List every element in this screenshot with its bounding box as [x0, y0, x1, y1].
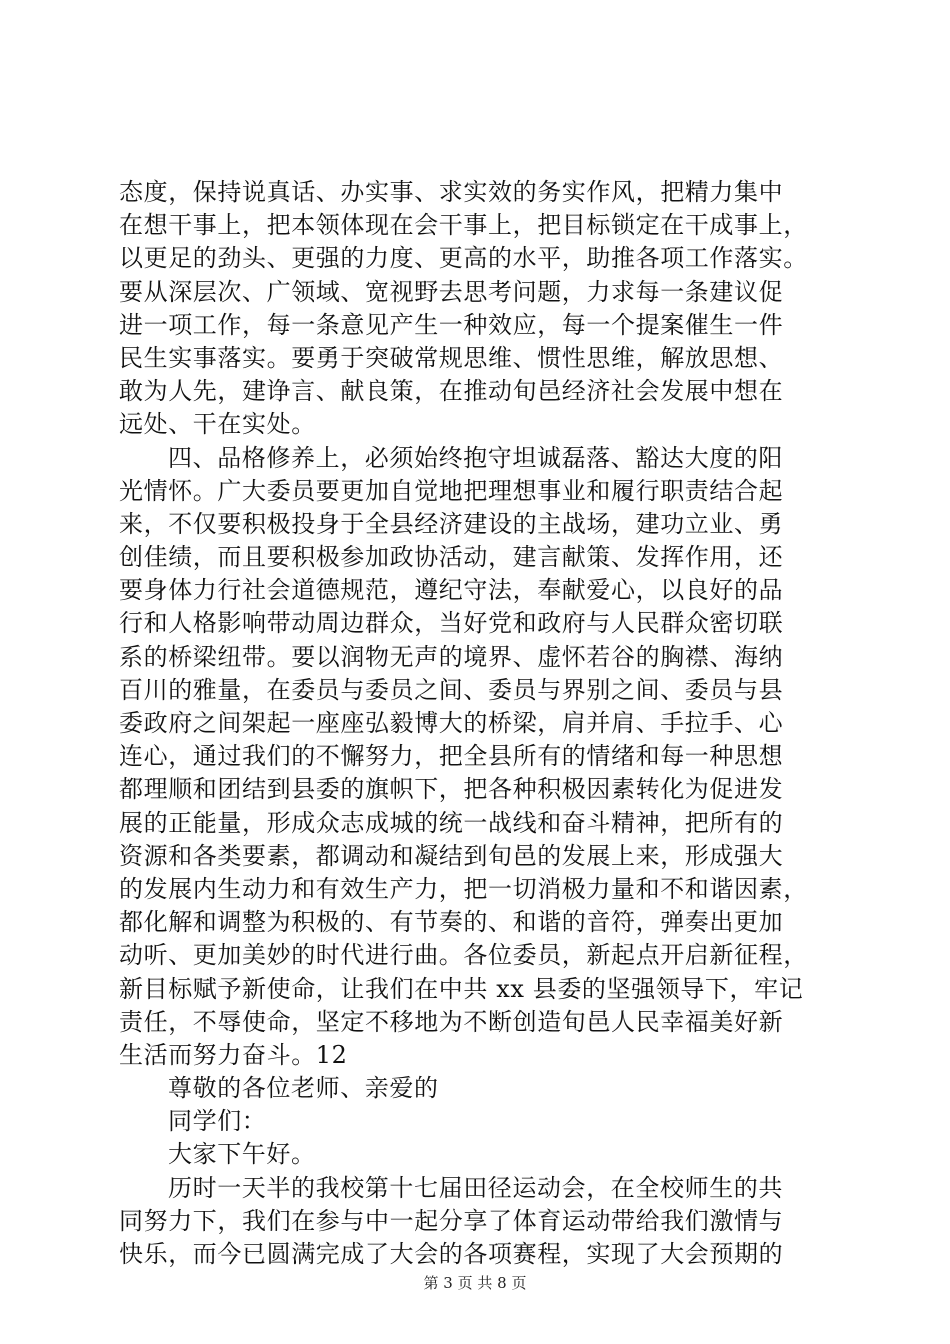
text-line: 进一项工作，每一条意见产生一种效应，每一个提案催生一件	[119, 310, 784, 339]
salutation-line: 尊敬的各位老师、亲爱的	[168, 1074, 439, 1103]
paragraph-start-line: 历时一天半的我校第十七届田径运动会，在全校师生的共	[168, 1173, 783, 1202]
text-line: 敢为人先，建诤言、献良策，在推动旬邑经济社会发展中想在	[119, 377, 784, 406]
text-line: 动听、更加美妙的时代进行曲。各位委员，新起点开启新征程，	[119, 941, 808, 970]
text-line: 来，不仅要积极投身于全县经济建设的主战场，建功立业、勇	[119, 509, 784, 538]
text-line: 远处、干在实处。	[119, 410, 316, 439]
greeting-line: 大家下午好。	[168, 1140, 316, 1169]
text-line: 要身体力行社会道德规范，遵纪守法，奉献爱心，以良好的品	[119, 576, 784, 605]
text-line: 都理顺和团结到县委的旗帜下，把各种积极因素转化为促进发	[119, 775, 784, 804]
text-line: 在想干事上，把本领体现在会干事上，把目标锁定在干成事上，	[119, 211, 808, 240]
text-line: 系的桥梁纽带。要以润物无声的境界、虚怀若谷的胸襟、海纳	[119, 642, 784, 671]
text-line: 责任，不辱使命，坚定不移地为不断创造旬邑人民幸福美好新	[119, 1007, 784, 1036]
text-line: 连心，通过我们的不懈努力，把全县所有的情绪和每一种思想	[119, 742, 784, 771]
salutation-line: 同学们：	[168, 1107, 267, 1136]
text-line: 同努力下，我们在参与中一起分享了体育运动带给我们激情与	[119, 1206, 784, 1235]
text-line: 要从深层次、广领域、宽视野去思考问题，力求每一条建议促	[119, 277, 784, 306]
text-line: 新目标赋予新使命，让我们在中共 xx 县委的坚强领导下，牢记	[119, 974, 804, 1003]
text-line: 民生实事落实。要勇于突破常规思维、惯性思维，解放思想、	[119, 343, 784, 372]
text-line: 快乐，而今已圆满完成了大会的各项赛程，实现了大会预期的	[119, 1240, 784, 1268]
text-line: 光情怀。广大委员要更加自觉地把理想事业和履行职责结合起	[119, 476, 784, 505]
text-line: 资源和各类要素，都调动和凝结到旬邑的发展上来，形成强大	[119, 841, 784, 870]
text-line: 都化解和调整为积极的、有节奏的、和谐的音符，弹奏出更加	[119, 908, 784, 937]
body-text	[119, 176, 839, 1271]
page-number-footer: 第 3 页 共 8 页	[423, 1274, 527, 1292]
text-line: 以更足的劲头、更强的力度、更高的水平，助推各项工作落实。	[119, 244, 808, 273]
text-line: 创佳绩，而且要积极参加政协活动，建言献策、发挥作用，还	[119, 543, 784, 572]
text-line: 态度，保持说真话、办实事、求实效的务实作风，把精力集中	[119, 178, 784, 206]
text-line: 委政府之间架起一座座弘毅博大的桥梁，肩并肩、手拉手、心	[119, 709, 784, 737]
text-line: 展的正能量，形成众志成城的统一战线和奋斗精神，把所有的	[119, 808, 784, 837]
text-line: 行和人格影响带动周边群众，当好党和政府与人民群众密切联	[119, 609, 784, 638]
text-line: 的发展内生动力和有效生产力，把一切消极力量和不和谐因素，	[119, 874, 808, 903]
text-line: 百川的雅量，在委员与委员之间、委员与界别之间、委员与县	[119, 675, 784, 704]
text-line: 生活而努力奋斗。12	[119, 1040, 348, 1069]
paragraph-start-line: 四、品格修养上，必须始终抱守坦诚磊落、豁达大度的阳	[168, 443, 783, 472]
